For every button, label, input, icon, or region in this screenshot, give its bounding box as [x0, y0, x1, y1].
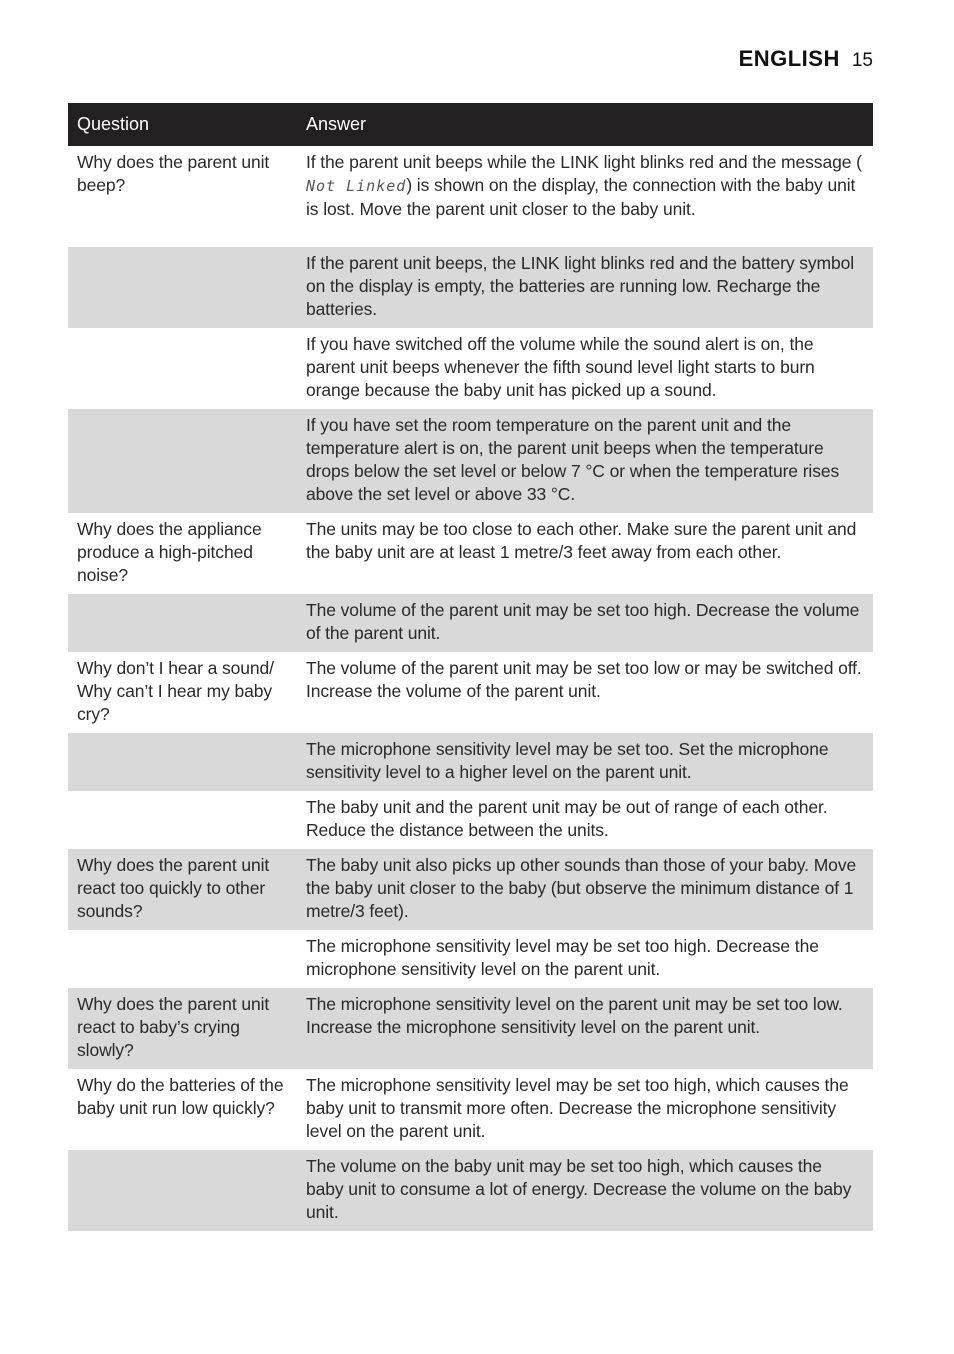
answer-cell: The baby unit and the parent unit may be out of range of each other. Reduce the distance between the units.: [306, 797, 828, 840]
troubleshooting-table: [68, 103, 873, 1231]
column-header-question: Question: [68, 103, 297, 146]
table-row: [68, 594, 873, 652]
table-row: [68, 791, 873, 849]
table-row: [68, 1069, 873, 1150]
question-cell: [68, 594, 297, 652]
question-cell: Why don’t I hear a sound/ Why can’t I hear my baby cry?: [77, 658, 274, 724]
question-cell: Why do the batteries of the baby unit run low quickly?: [77, 1075, 284, 1118]
table-row: [68, 409, 873, 513]
table-row: [68, 988, 873, 1069]
question-cell: Why does the parent unit react to baby’s crying slowly?: [68, 988, 297, 1069]
answer-cell: The microphone sensitivity level may be set too. Set the microphone sensitivity level to a higher level on the parent unit.: [297, 733, 873, 791]
answer-cell: The baby unit also picks up other sounds than those of your baby. Move the baby unit closer to the baby (but observe the minimum distance of 1 metre/3 feet).: [297, 849, 873, 930]
question-cell: [68, 409, 297, 513]
question-cell: Why does the parent unit beep?: [77, 152, 270, 195]
page-header: [739, 46, 873, 72]
answer-cell: [297, 146, 873, 247]
answer-cell: The units may be too close to each other. Make sure the parent unit and the baby unit are at least 1 metre/3 feet away from each other.: [306, 519, 857, 562]
table-row: [68, 1150, 873, 1231]
question-cell: Why does the appliance produce a high-pitched noise?: [77, 519, 262, 585]
question-cell: [68, 930, 297, 988]
table-row: [68, 930, 873, 988]
question-cell: Why does the parent unit react too quickly to other sounds?: [68, 849, 297, 930]
table-row: [68, 513, 873, 594]
column-header-answer: Answer: [297, 103, 873, 146]
display-message: Not Linked: [306, 177, 407, 195]
question-cell: [68, 328, 297, 409]
table-row: [68, 146, 873, 247]
answer-text: ) is shown on the display, the connection with the baby unit is lost. Move the parent unit closer to the baby unit.: [306, 175, 856, 219]
answer-cell: If the parent unit beeps, the LINK light blinks red and the battery symbol on the display is empty, the batteries are running low. Recharge the batteries.: [297, 247, 873, 328]
question-cell: [68, 733, 297, 791]
answer-cell: The volume of the parent unit may be set too high. Decrease the volume of the parent unit.: [297, 594, 873, 652]
table-row: [68, 652, 873, 733]
question-cell: [68, 247, 297, 328]
table-row: [68, 328, 873, 409]
table-row: [68, 733, 873, 791]
answer-cell: The volume on the baby unit may be set too high, which causes the baby unit to consume a lot of energy. Decrease the volume on the baby unit.: [297, 1150, 873, 1231]
answer-cell: If you have set the room temperature on the parent unit and the temperature alert is on, the parent unit beeps when the temperature drops below the set level or below 7 °C or when the temperature rises above the set level or above 33 °C.: [297, 409, 873, 513]
section-language: ENGLISH: [738, 46, 840, 71]
answer-cell: The volume of the parent unit may be set too low or may be switched off. Increase the volume of the parent unit.: [306, 658, 862, 701]
question-cell: [68, 1150, 297, 1231]
answer-cell: The microphone sensitivity level may be set too high, which causes the baby unit to transmit more often. Decrease the microphone sensitivity level on the parent unit.: [306, 1075, 849, 1141]
answer-cell: The microphone sensitivity level may be set too high. Decrease the microphone sensitivity level on the parent unit.: [306, 936, 819, 979]
answer-cell: If you have switched off the volume while the sound alert is on, the parent unit beeps whenever the fifth sound level light starts to burn orange because the baby unit has picked up a sound.: [306, 334, 815, 400]
table-row: [68, 247, 873, 328]
table-row: [68, 849, 873, 930]
question-cell: [68, 791, 297, 849]
answer-text: If the parent unit beeps while the LINK light blinks red and the message (: [306, 152, 862, 172]
table-header-row: [68, 103, 873, 146]
answer-cell: The microphone sensitivity level on the parent unit may be set too low. Increase the microphone sensitivity level on the parent unit.: [297, 988, 873, 1069]
page-number: 15: [851, 50, 873, 71]
